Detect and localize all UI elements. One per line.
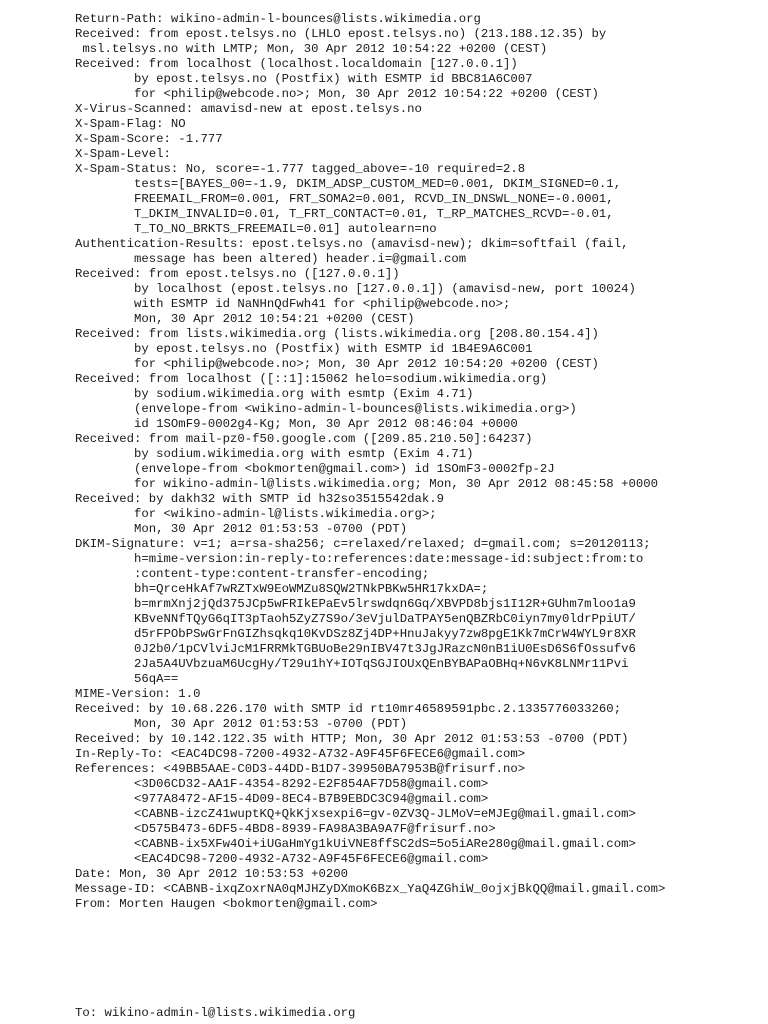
header-line: T_TO_NO_BRKTS_FREEMAIL=0.01] autolearn=no: [75, 222, 437, 236]
header-line: d5rFPObPSwGrFnGIZhsqkq10KvDSz8Zj4DP+HnuJakyy7zw8pgE1Kk7mCrW4WYL9r8XR: [75, 627, 636, 641]
header-line: Mon, 30 Apr 2012 01:53:53 -0700 (PDT): [75, 717, 408, 731]
header-line: <977A8472-AF15-4D09-8EC4-B7B9EBDC3C94@gmail.com>: [75, 792, 489, 806]
header-line: tests=[BAYES_00=-1.9, DKIM_ADSP_CUSTOM_MED=0.001, DKIM_SIGNED=0.1,: [75, 177, 622, 191]
header-line: Received: from epost.telsys.no ([127.0.0.1]): [75, 267, 400, 281]
header-line: X-Virus-Scanned: amavisd-new at epost.telsys.no: [75, 102, 422, 116]
header-line: DKIM-Signature: v=1; a=rsa-sha256; c=relaxed/relaxed; d=gmail.com; s=20120113;: [75, 537, 651, 551]
header-line: Received: by 10.142.122.35 with HTTP; Mon, 30 Apr 2012 01:53:53 -0700 (PDT): [75, 732, 629, 746]
email-header-block: [75, 12, 665, 912]
header-line: by epost.telsys.no (Postfix) with ESMTP id 1B4E9A6C001: [75, 342, 533, 356]
header-line: (envelope-from <wikino-admin-l-bounces@lists.wikimedia.org>): [75, 402, 577, 416]
header-line: with ESMTP id NaNHnQdFwh41 for <philip@webcode.no>;: [75, 297, 511, 311]
header-line: X-Spam-Status: No, score=-1.777 tagged_above=-10 required=2.8: [75, 162, 526, 176]
header-line: by sodium.wikimedia.org with esmtp (Exim 4.71): [75, 387, 474, 401]
header-line: for wikino-admin-l@lists.wikimedia.org; Mon, 30 Apr 2012 08:45:58 +0000: [75, 477, 658, 491]
header-line: id 1SOmF9-0002g4-Kg; Mon, 30 Apr 2012 08:46:04 +0000: [75, 417, 518, 431]
header-line: T_DKIM_INVALID=0.01, T_FRT_CONTACT=0.01, T_RP_MATCHES_RCVD=-0.01,: [75, 207, 614, 221]
header-line: 2Ja5A4UVbzuaM6UcgHy/T29u1hY+IOTqSGJIOUxQEnBYBAPaOBHq+N6vK8LNMr11Pvi: [75, 657, 629, 671]
header-line: by epost.telsys.no (Postfix) with ESMTP id BBC81A6C007: [75, 72, 533, 86]
header-line: Received: from localhost (localhost.localdomain [127.0.0.1]): [75, 57, 518, 71]
header-line: <3D06CD32-AA1F-4354-8292-E2F854AF7D58@gmail.com>: [75, 777, 489, 791]
header-line: Received: from localhost ([::1]:15062 helo=sodium.wikimedia.org): [75, 372, 548, 386]
header-line: Received: by 10.68.226.170 with SMTP id rt10mr46589591pbc.2.1335776033260;: [75, 702, 622, 716]
header-line: h=mime-version:in-reply-to:references:date:message-id:subject:from:to: [75, 552, 644, 566]
header-line: Date: Mon, 30 Apr 2012 10:53:53 +0200: [75, 867, 349, 881]
header-line: X-Spam-Flag: NO: [75, 117, 186, 131]
header-line: msl.telsys.no with LMTP; Mon, 30 Apr 2012 10:54:22 +0200 (CEST): [75, 42, 548, 56]
header-line: <D575B473-6DF5-4BD8-8939-FA98A3BA9A7F@frisurf.no>: [75, 822, 496, 836]
header-line: MIME-Version: 1.0: [75, 687, 201, 701]
header-line: KBveNNfTQyG6qIT3pTaoh5ZyZ7S9o/3eVjulDaTPAY5enQBZRbC0iyn7my0ldrPpiUT/: [75, 612, 636, 626]
header-line: Received: from lists.wikimedia.org (lists.wikimedia.org [208.80.154.4]): [75, 327, 599, 341]
header-line: (envelope-from <bokmorten@gmail.com>) id 1SOmF3-0002fp-2J: [75, 462, 555, 476]
header-line: Authentication-Results: epost.telsys.no (amavisd-new); dkim=softfail (fail,: [75, 237, 629, 251]
header-line: <EAC4DC98-7200-4932-A732-A9F45F6FECE6@gmail.com>: [75, 852, 489, 866]
to-header-line: To: wikino-admin-l@lists.wikimedia.org: [75, 1006, 356, 1020]
header-line: From: Morten Haugen <bokmorten@gmail.com>: [75, 897, 378, 911]
header-line: X-Spam-Score: -1.777: [75, 132, 223, 146]
header-line: Mon, 30 Apr 2012 10:54:21 +0200 (CEST): [75, 312, 415, 326]
header-line: Message-ID: <CABNB-ixqZoxrNA0qMJHZyDXmoK6Bzx_YaQ4ZGhiW_0ojxjBkQQ@mail.gmail.com>: [75, 882, 666, 896]
header-line: Mon, 30 Apr 2012 01:53:53 -0700 (PDT): [75, 522, 408, 536]
header-line: by localhost (epost.telsys.no [127.0.0.1]) (amavisd-new, port 10024): [75, 282, 636, 296]
header-line: X-Spam-Level:: [75, 147, 171, 161]
header-line: for <philip@webcode.no>; Mon, 30 Apr 2012 10:54:22 +0200 (CEST): [75, 87, 599, 101]
header-line: for <wikino-admin-l@lists.wikimedia.org>;: [75, 507, 437, 521]
header-line: FREEMAIL_FROM=0.001, FRT_SOMA2=0.001, RCVD_IN_DNSWL_NONE=-0.0001,: [75, 192, 614, 206]
header-line: <CABNB-izcZ41wuptKQ+QkKjxsexpi6=gv-0ZV3Q-JLMoV=eMJEg@mail.gmail.com>: [75, 807, 636, 821]
header-line: bh=QrceHkAf7wRZTxW9EoWMZu8SQW2TNkPBKw5HR17kxDA=;: [75, 582, 489, 596]
header-line: by sodium.wikimedia.org with esmtp (Exim 4.71): [75, 447, 474, 461]
header-line: 0J2b0/1pCVlviJcM1FRRMkTGBUoBe29nIBV47t3JgJRazcN0nB1iU0EsD6S6fOssufv6: [75, 642, 636, 656]
header-line: In-Reply-To: <EAC4DC98-7200-4932-A732-A9F45F6FECE6@gmail.com>: [75, 747, 526, 761]
header-line: Received: from mail-pz0-f50.google.com ([209.85.210.50]:64237): [75, 432, 533, 446]
header-line: Return-Path: wikino-admin-l-bounces@lists.wikimedia.org: [75, 12, 481, 26]
header-line: b=mrmXnj2jQd375JCp5wFRIkEPaEv5lrswdqn6Gq/XBVPD8bjs1I12R+GUhm7mloo1a9: [75, 597, 636, 611]
header-line: message has been altered) header.i=@gmail.com: [75, 252, 467, 266]
header-line: 56qA==: [75, 672, 179, 686]
header-line: <CABNB-ix5XFw4Oi+iUGaHmYg1kUiVNE8ffSC2dS=5o5iARe280g@mail.gmail.com>: [75, 837, 636, 851]
header-line: :content-type:content-transfer-encoding;: [75, 567, 430, 581]
header-line: Received: from epost.telsys.no (LHLO epost.telsys.no) (213.188.12.35) by: [75, 27, 607, 41]
header-line: References: <49BB5AAE-C0D3-44DD-B1D7-39950BA7953B@frisurf.no>: [75, 762, 526, 776]
header-line: Received: by dakh32 with SMTP id h32so3515542dak.9: [75, 492, 444, 506]
header-line: for <philip@webcode.no>; Mon, 30 Apr 2012 10:54:20 +0200 (CEST): [75, 357, 599, 371]
